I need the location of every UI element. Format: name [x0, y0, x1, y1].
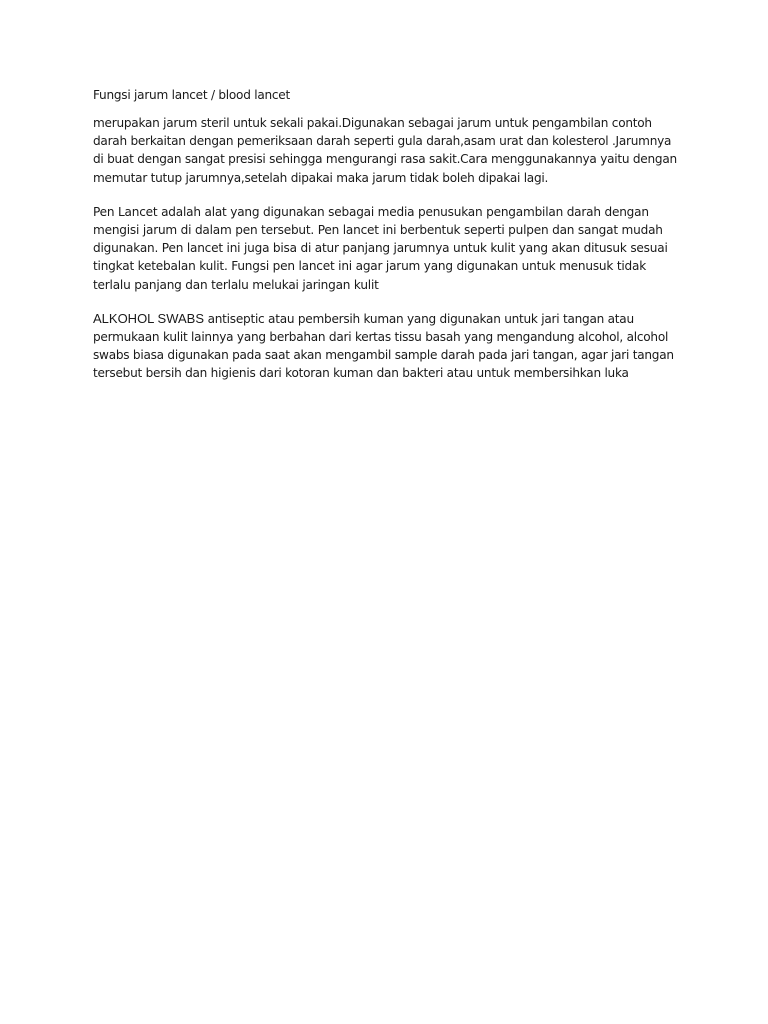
paragraph-pen-lancet: Pen Lancet adalah alat yang digunakan sebagai media penusukan pengambilan darah dengan mengisi jarum di dalam pen tersebut. Pen lancet ini berbentuk seperti pulpen dan sangat mudah digunakan. Pen lancet ini juga bisa di atur panjang jarumnya untuk kulit yang akan ditusuk sesuai tingkat ketebalan kulit. Fungsi pen lancet ini agar jarum yang digunakan untuk menusuk tidak terlalu panjang dan terlalu melukai jaringan kulit: [93, 204, 668, 292]
document-body: [93, 86, 683, 399]
alkohol-swabs-text: antiseptic atau pembersih kuman yang digunakan untuk jari tangan atau permukaan kulit lainnya yang berbahan dari kertas tissu basah yang mengandung alcohol, alcohol swabs biasa digunakan pada saat akan mengambil sample darah pada jari tangan, agar jari tangan tersebut bersih dan higienis dari kotoran kuman dan bakteri atau untuk membersihkan luka: [93, 311, 674, 381]
alkohol-swabs-heading: ALKOHOL SWABS: [93, 310, 205, 326]
paragraph-jarum-lancet: merupakan jarum steril untuk sekali pakai.Digunakan sebagai jarum untuk pengambilan contoh darah berkaitan dengan pemeriksaan darah seperti gula darah,asam urat dan kolesterol .Jarumnya di buat dengan sangat presisi sehingga mengurangi rasa sakit.Cara menggunakannya yaitu dengan memutar tutup jarumnya,setelah dipakai maka jarum tidak boleh dipakai lagi.: [93, 116, 677, 185]
paragraph-alkohol-swabs: [93, 310, 683, 383]
document-title: Fungsi jarum lancet / blood lancet: [93, 88, 290, 102]
